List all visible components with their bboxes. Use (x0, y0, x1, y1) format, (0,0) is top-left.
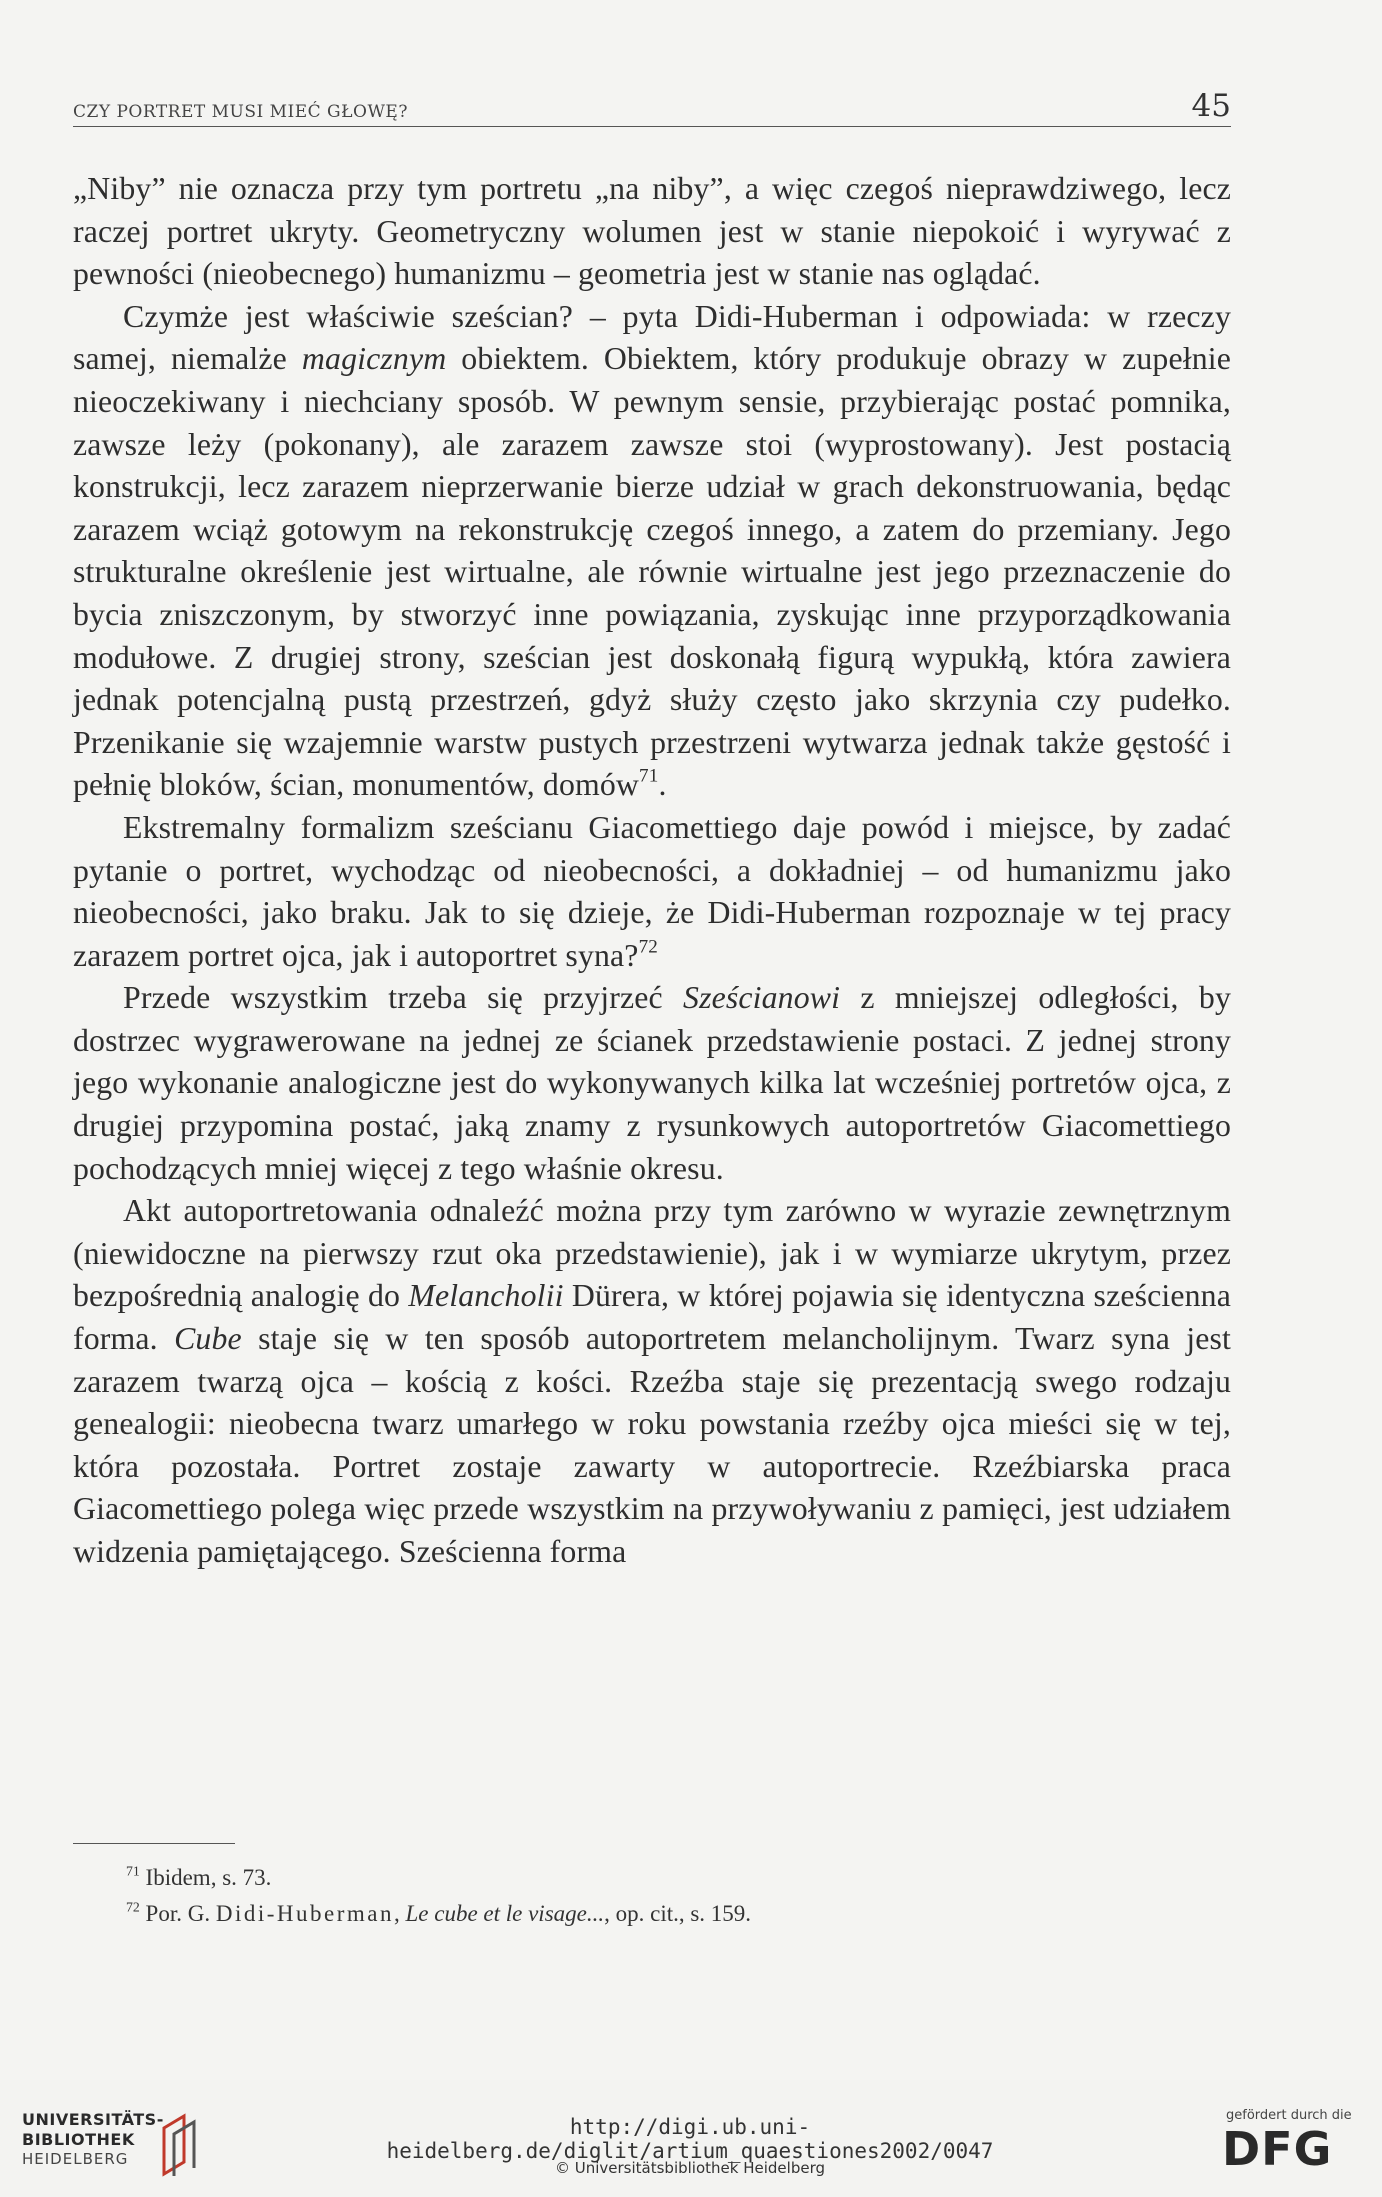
paragraph-5-text-a: Akt autoportretowania odnaleźć można przy tym zarówno w wyrazie zewnętrznym (niewidoczne na pierwszy rzut oka przedstawienie), jak i w wymiarze ukrytym, przez bezpośrednią analogię do (73, 1193, 1231, 1314)
footnote-ref-71: 71 (639, 765, 659, 787)
paragraph-1 (73, 168, 1231, 296)
footnotes (126, 1860, 1126, 1932)
library-name-line-1: UNIVERSITÄTS- (22, 2110, 164, 2129)
copyright-notice: © Universitätsbibliothek Heidelberg (554, 2159, 825, 2177)
footnote-text-pre: Por. G. (145, 1901, 216, 1926)
paragraph-2-text-a: Czymże jest właściwie sześcian? – pyta Didi-Huberman i odpowiada: w rzeczy samej, niemalże (73, 298, 1231, 377)
dfg-wordmark: DFG (1222, 2122, 1333, 2176)
library-name-line-3: HEIDELBERG (22, 2150, 129, 2168)
paragraph-2-text-b: obiektem. Obiektem, który produkuje obrazy w zupełnie nieoczekiwany i niechciany sposób. W pewnym sensie, przybierając postać pomnika, zawsze leży (pokonany), ale zarazem zawsze stoi (wyprostowany). Jest postacią konstrukcji, lecz zarazem nieprzerwanie bierze udział w grach dekonstruowania, będąc zarazem wciąż gotowym na rekonstrukcję czegoś innego, a zatem do przemiany. Jego strukturalne określenie jest wirtualne, ale równie wirtualne jest jego przeznaczenie do bycia zniszczonym, by stworzyć inne powiązania, zyskując inne przyporządkowania modułowe. Z drugiej strony, sześcian jest doskonałą figurą wypukłą, która zawiera jednak potencjalną pustą przestrzeń, gdyż służy często jako skrzynia czy pudełko. Przenikanie się wzajemnie warstw pustych przestrzeni wytwarza jednak także gęstość i pełnię bloków, ścian, monumentów, domów (73, 341, 1232, 803)
paragraph-5-text-c: staje się w ten sposób autoportretem melancholijnym. Twarz syna jest zarazem twarzą ojca – kością z kości. Rzeźba staje się prezentacją swego rodzaju genealogii: nieobecna twarz umarłego w roku powstania rzeźby ojca mieści się w tej, która pozostała. Portret zostaje zawarty w autoportrecie. Rzeźbiarska praca Giacomettiego polega więc przede wszystkim na przywoływaniu z pamięci, jest udziałem widzenia pamiętającego. Sześcienna forma (73, 1321, 1231, 1569)
footnote-number: 72 (126, 1899, 140, 1915)
paragraph-5 (73, 1190, 1231, 1573)
page-number: 45 (1191, 88, 1231, 124)
footnote-number: 71 (126, 1863, 140, 1879)
paragraph-2-end: . (658, 767, 667, 803)
paragraph-4-text-b: z mniejszej odległości, by dostrzec wygrawerowane na jednej ze ścianek przedstawienie postaci. Z jednej strony jego wykonanie analogiczne jest do wykonywanych kilka lat wcześniej portretów ojca, z drugiej przypomina postać, jaką znamy z rysunkowych autoportretów Giacomettiego pochodzących mniej więcej z tego właśnie okresu. (73, 980, 1231, 1186)
footnote-author: Didi-Huberman (215, 1901, 394, 1926)
footnote-71 (126, 1860, 1126, 1896)
footnote-text: Ibidem, s. 73. (145, 1865, 272, 1890)
paragraph-2-emphasis: magicznym (301, 341, 447, 377)
paragraph-5-text-b: Dürera, w której pojawia się identyczna sześcienna forma. (73, 1278, 1231, 1357)
footnote-text-post: , op. cit., s. 159. (604, 1901, 752, 1926)
permalink-url[interactable]: http://digi.ub.uni-heidelberg.de/diglit/artium_quaestiones2002/0047 (386, 2115, 994, 2163)
body-text (73, 168, 1231, 1574)
paragraph-3-text: Ekstremalny formalizm sześcianu Giacomettiego daje powód i miejsce, by zadać pytanie o portret, wychodząc od nieobecności, a dokładniej – od humanizmu jako nieobecności, jako braku. Jak to się dzieje, że Didi-Huberman rozpoznaje w tej pracy zarazem portret ojca, jak i autoportret syna? (73, 809, 1231, 973)
page-header (73, 86, 1231, 127)
footnote-divider (73, 1843, 235, 1844)
paragraph-4 (73, 977, 1231, 1190)
footnote-ref-72: 72 (638, 936, 658, 958)
paragraph-4-text-a: Przede wszystkim trzeba się przyjrzeć (123, 980, 684, 1016)
library-mark-icon (154, 2112, 200, 2178)
paragraph-5-emphasis-2: Cube (174, 1321, 242, 1357)
paragraph-2 (73, 296, 1231, 807)
library-name-line-2: BIBLIOTHEK (22, 2130, 135, 2149)
paragraph-4-emphasis: Sześcianowi (683, 980, 841, 1016)
dfg-caption: gefördert durch die (1226, 2108, 1352, 2123)
library-logo (22, 2110, 242, 2180)
footnote-72 (126, 1896, 1126, 1932)
footnote-text-mid: , (393, 1901, 406, 1926)
paragraph-1-text: „Niby” nie oznacza przy tym portretu „na niby”, a więc czegoś nieprawdziwego, lecz raczej portret ukryty. Geometryczny wolumen jest w stanie niepokoić i wyrywać z pewności (nieobecnego) humanizmu – geometria jest w stanie nas oglądać. (73, 171, 1231, 292)
footnote-title: Le cube et le visage... (405, 1901, 605, 1926)
running-head: CZY PORTRET MUSI MIEĆ GŁOWĘ? (73, 102, 408, 122)
dfg-logo (1222, 2108, 1372, 2188)
paragraph-3 (73, 807, 1231, 977)
paragraph-5-emphasis-1: Melancholii (408, 1278, 564, 1314)
